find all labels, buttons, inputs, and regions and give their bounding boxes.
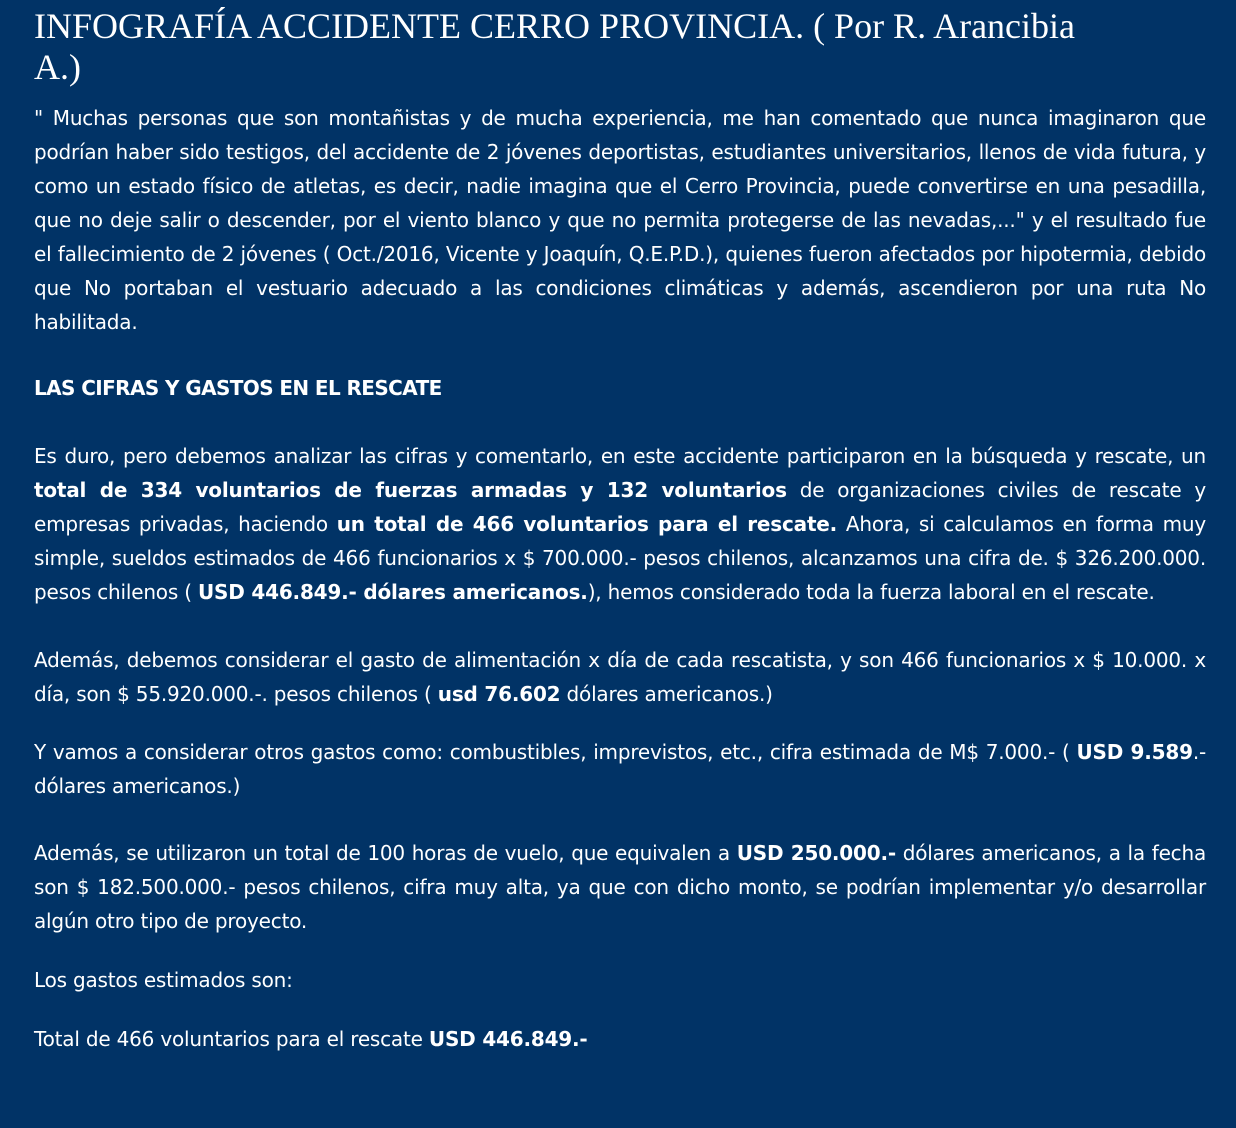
cifras-bold-1: total de 334 voluntarios de fuerzas armadas y 132 voluntarios: [34, 478, 787, 502]
quote-paragraph: " Muchas personas que son montañistas y de mucha experiencia, me han comentado que nunca imaginaron que podrían haber sido testigos, del accidente de 2 jóvenes deportistas, estudiantes universitarios, llenos de vida futura, y como un estado físico de atletas, es decir, nadie imagina que el Cerro Provincia, puede convertirse en una pesadilla, que no deje salir o descender, por el viento blanco y que no permita protegerse de las nevadas,..." y el resultado fue el fallecimiento de 2 jóvenes ( Oct./2016, Vicente y Joaquín, Q.E.P.D.), quienes fueron afectados por hipotermia, debido que No portaban el vestuario adecuado a las condiciones climáticas y además, ascendieron por una ruta No habilitada.: [34, 106, 1206, 334]
cifras-text-1: Es duro, pero debemos analizar las cifras y comentarlo, en este accidente participaron en la búsqueda y rescate, un: [34, 444, 1206, 468]
vuelo-bold-1: USD 250.000.-: [736, 841, 896, 865]
cifras-paragraph: [34, 439, 1206, 609]
otros-bold-1: USD 9.589: [1076, 740, 1193, 764]
vuelo-text-2: dólares americanos, a la fecha son $ 182.500.000.- pesos chilenos, cifra muy alta, ya que con dicho monto, se podrían implementar y/o desarrollar algún otro tipo de proyecto.: [34, 841, 1207, 933]
otros-text-1: Y vamos a considerar otros gastos como: combustibles, imprevistos, etc., cifra estimada de M$ 7.000.- (: [34, 740, 1077, 764]
cifras-text-4: ), hemos considerado toda la fuerza laboral en el rescate.: [587, 580, 1155, 604]
vuelo-text-1: Además, se utilizaron un total de 100 horas de vuelo, que equivalen a: [34, 841, 737, 865]
page-title: INFOGRAFÍA ACCIDENTE CERRO PROVINCIA. ( Por R. Arancibia A.): [34, 6, 1076, 87]
cifras-text-2: de organizaciones civiles de rescate y empresas privadas, haciendo: [34, 478, 1206, 536]
alimentacion-bold-1: usd 76.602: [437, 682, 561, 706]
total-text-1: Total de 466 voluntarios para el rescate: [34, 1027, 429, 1051]
alimentacion-text-1: Además, debemos considerar el gasto de alimentación x día de cada rescatista, y son 466 funcionarios x $ 10.000. x día, son $ 55.920.000.-. pesos chilenos (: [34, 648, 1206, 706]
otros-gastos-paragraph: [34, 735, 1206, 803]
total-voluntarios-line: [34, 1022, 1206, 1056]
otros-text-2: .- dólares americanos.): [34, 740, 1207, 798]
cifras-bold-2: un total de 466 voluntarios para el rescate.: [336, 512, 838, 536]
alimentacion-paragraph: [34, 643, 1206, 711]
total-bold-1: USD 446.849.-: [428, 1027, 588, 1051]
section-heading: LAS CIFRAS Y GASTOS EN EL RESCATE: [34, 376, 442, 400]
cifras-text-3: Ahora, si calculamos en forma muy simple, sueldos estimados de 466 funcionarios x $ 700.000.- pesos chilenos, alcanzamos una cifra de. $ 326.200.000. pesos chilenos (: [34, 512, 1206, 604]
gastos-estimados-label: Los gastos estimados son:: [34, 968, 293, 992]
cifras-bold-3: USD 446.849.- dólares americanos.: [197, 580, 588, 604]
horas-vuelo-paragraph: [34, 836, 1206, 938]
alimentacion-text-2: dólares americanos.): [560, 682, 773, 706]
